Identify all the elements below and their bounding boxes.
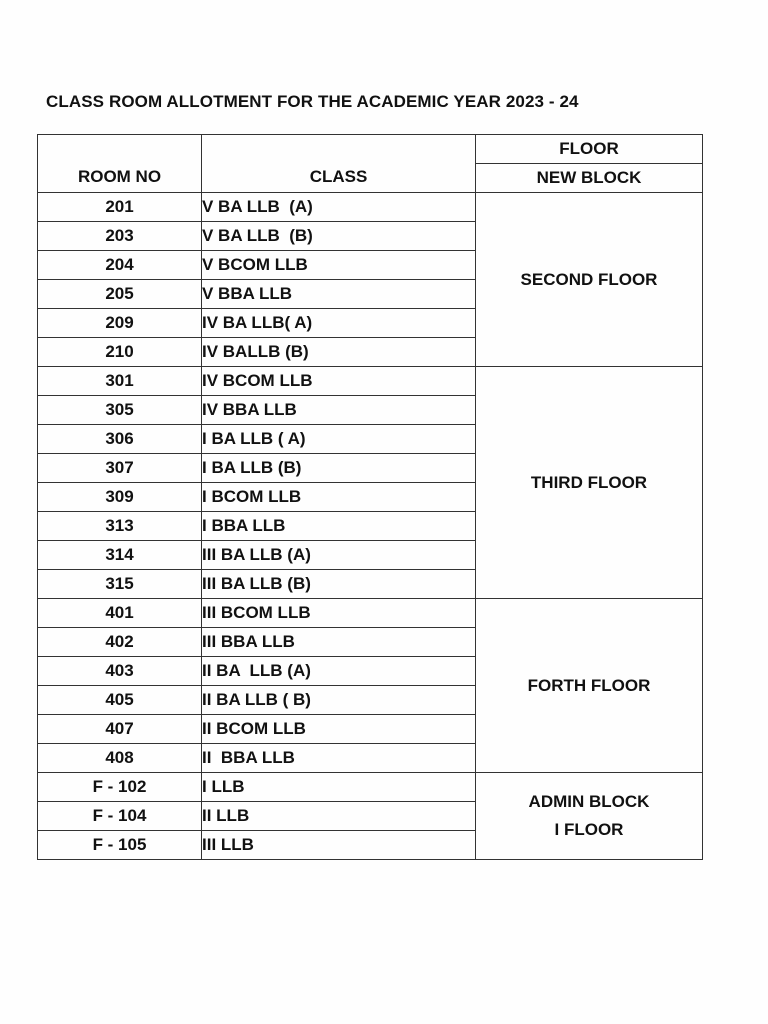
table-row xyxy=(38,367,703,396)
class-name-cell: IV BCOM LLB xyxy=(202,367,476,396)
class-name-cell: V BA LLB (A) xyxy=(202,193,476,222)
page-title: CLASS ROOM ALLOTMENT FOR THE ACADEMIC YEAR 2023 - 24 xyxy=(46,92,579,111)
class-name-cell: III BCOM LLB xyxy=(202,599,476,628)
room-number-cell: F - 104 xyxy=(38,802,202,831)
floor-label: I FLOOR xyxy=(554,820,624,839)
class-name-cell: I BBA LLB xyxy=(202,512,476,541)
class-name-cell: V BBA LLB xyxy=(202,280,476,309)
floor-group-cell xyxy=(476,773,703,860)
class-name-cell: I LLB xyxy=(202,773,476,802)
room-number-cell: 408 xyxy=(38,744,202,773)
allotment-table xyxy=(37,134,703,860)
room-number-cell: 205 xyxy=(38,280,202,309)
room-number-cell: 315 xyxy=(38,570,202,599)
table-row xyxy=(38,193,703,222)
room-number-cell: 305 xyxy=(38,396,202,425)
table-header xyxy=(38,135,703,193)
class-name-cell: V BCOM LLB xyxy=(202,251,476,280)
room-number-cell: 203 xyxy=(38,222,202,251)
room-number-cell: 204 xyxy=(38,251,202,280)
class-name-cell: IV BBA LLB xyxy=(202,396,476,425)
room-number-cell: 201 xyxy=(38,193,202,222)
room-number-cell: F - 102 xyxy=(38,773,202,802)
floor-label: SECOND FLOOR xyxy=(520,269,658,289)
room-number-cell: 301 xyxy=(38,367,202,396)
floor-group-cell xyxy=(476,599,703,773)
room-number-cell: 314 xyxy=(38,541,202,570)
class-name-cell: I BCOM LLB xyxy=(202,483,476,512)
floor-label: THIRD FLOOR xyxy=(530,472,648,492)
room-number-cell: 309 xyxy=(38,483,202,512)
class-name-cell: II BA LLB ( B) xyxy=(202,686,476,715)
class-name-cell: II LLB xyxy=(202,802,476,831)
room-number-cell: 209 xyxy=(38,309,202,338)
class-name-cell: III LLB xyxy=(202,831,476,860)
room-number-cell: F - 105 xyxy=(38,831,202,860)
header-room-no xyxy=(38,135,202,193)
class-name-cell: V BA LLB (B) xyxy=(202,222,476,251)
room-number-cell: 407 xyxy=(38,715,202,744)
class-name-cell: II BCOM LLB xyxy=(202,715,476,744)
room-number-cell: 405 xyxy=(38,686,202,715)
floor-label: FORTH FLOOR xyxy=(527,675,651,695)
header-room-no-label: ROOM NO xyxy=(77,167,162,186)
header-new-block: NEW BLOCK xyxy=(476,164,703,193)
table-row xyxy=(38,599,703,628)
room-number-cell: 307 xyxy=(38,454,202,483)
floor-label: ADMIN BLOCK xyxy=(528,792,650,811)
room-number-cell: 401 xyxy=(38,599,202,628)
room-number-cell: 402 xyxy=(38,628,202,657)
room-number-cell: 403 xyxy=(38,657,202,686)
header-class-label: CLASS xyxy=(309,167,368,186)
class-name-cell: I BA LLB ( A) xyxy=(202,425,476,454)
room-number-cell: 306 xyxy=(38,425,202,454)
room-number-cell: 313 xyxy=(38,512,202,541)
floor-group-cell xyxy=(476,367,703,599)
class-name-cell: I BA LLB (B) xyxy=(202,454,476,483)
class-name-cell: IV BA LLB( A) xyxy=(202,309,476,338)
class-name-cell: III BA LLB (A) xyxy=(202,541,476,570)
class-name-cell: III BA LLB (B) xyxy=(202,570,476,599)
room-number-cell: 210 xyxy=(38,338,202,367)
header-floor: FLOOR xyxy=(476,135,703,164)
floor-group-cell xyxy=(476,193,703,367)
class-name-cell: III BBA LLB xyxy=(202,628,476,657)
table-body xyxy=(38,193,703,860)
header-class xyxy=(202,135,476,193)
class-name-cell: II BBA LLB xyxy=(202,744,476,773)
class-name-cell: IV BALLB (B) xyxy=(202,338,476,367)
table-row xyxy=(38,773,703,802)
class-name-cell: II BA LLB (A) xyxy=(202,657,476,686)
